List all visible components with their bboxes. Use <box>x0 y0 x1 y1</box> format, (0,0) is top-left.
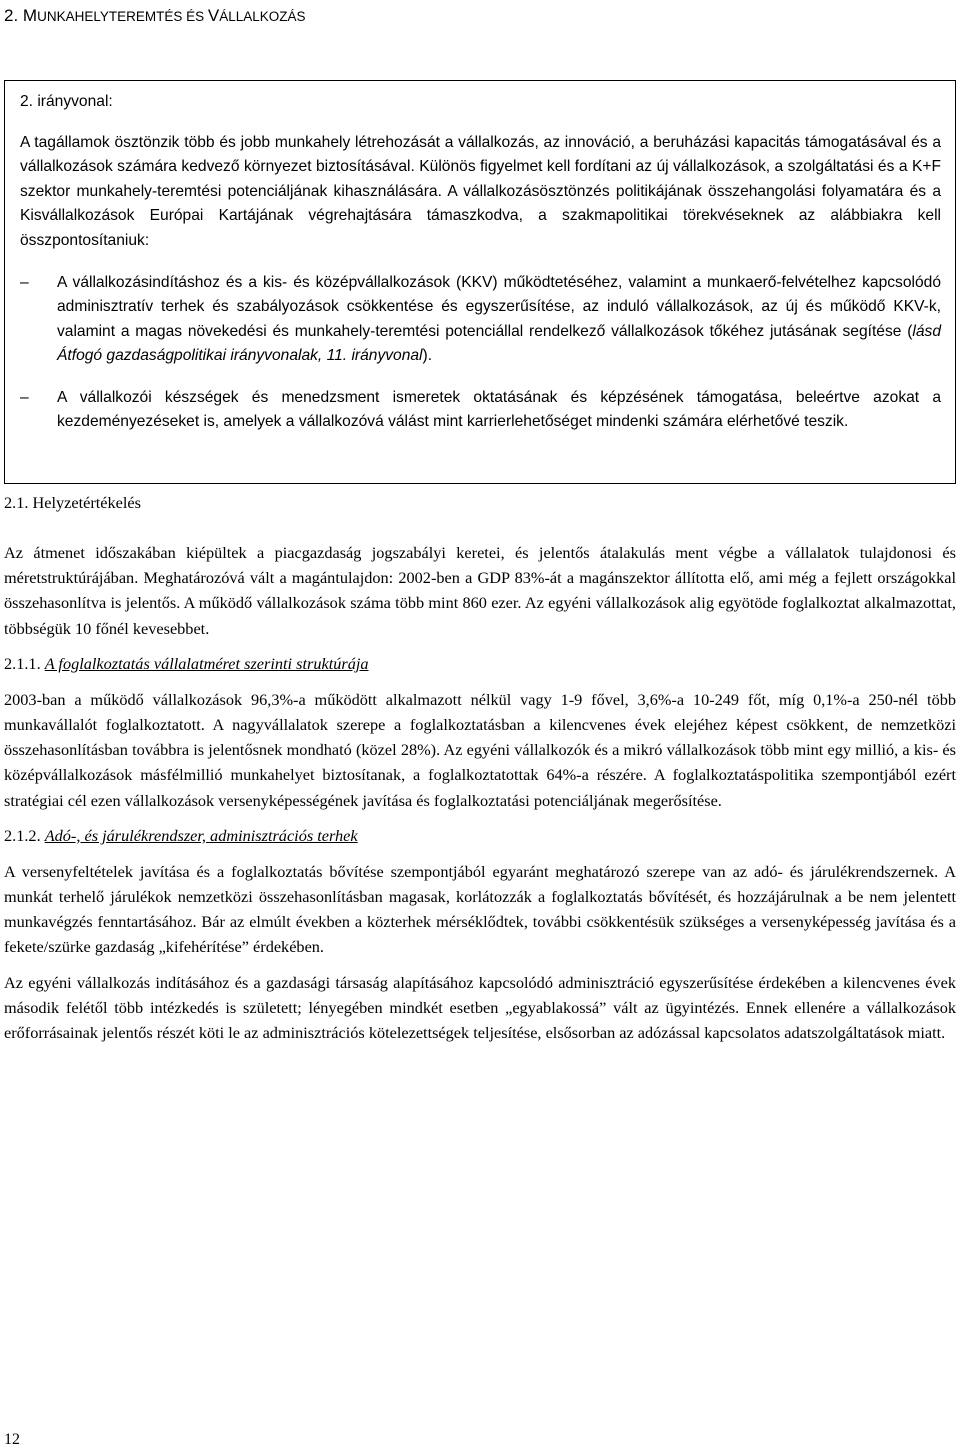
guideline-item-reference: lásd Átfogó gazdaságpolitikai irányvonalak, 11. irányvonal <box>57 322 941 365</box>
dash-bullet: – <box>20 388 29 406</box>
chapter-title-rest-2: ÁLLALKOZÁS <box>219 9 306 24</box>
paragraph: 2003-ban a működő vállalkozások 96,3%-a működött alkalmazott nélkül vagy 1-9 fővel, 3,6%-a 10-249 főt, míg 0,1%-a 250-nél több munkavállalót foglalkoztatott. A nagyvállalatok szerepe a foglalkoztatásban a kilencvenes évek elejéhez képest csökkent, de nemzetközi összehasonlításban továbbra is jelentősnek mondható (közel 28%). Az egyéni vállalkozók és a mikró vállalkozások több mint egy millió, a kis- és középvállalkozások másfélmillió munkahelyet biztosítanak, a foglalkoztatottak 64%-a részére. A foglalkoztatáspolitika szempontjából ezért stratégiai cél ezen vállalkozások versenyképességének javítása és foglalkoztatási potenciáljának megerősítése. <box>4 689 956 810</box>
chapter-title-initial-1: M <box>22 6 38 25</box>
guideline-item-end: ). <box>422 347 433 365</box>
guideline-list <box>20 271 941 434</box>
page-number: 12 <box>4 1431 20 1448</box>
guideline-box <box>4 80 956 484</box>
section-heading-2-1: 2.1. Helyzetértékelés <box>4 493 141 512</box>
guideline-intro: A tagállamok ösztönzik több és jobb munkahely létrehozását a vállalkozás, az innováció, a beruházási kapacitás támogatásával és a vállalkozások számára kedvező környezet biztosításával. Különös figyelmet kell fordítani az új vállalkozások, a szolgáltatási és a K+F szektor munkahely-teremtési potenciáljának kihasználására. A vállalkozásösztönzés politikájának összehangolási folyamatára és a Kisvállalkozások Európai Kartájának végrehajtására támaszkodva, a szakmapolitikai törekvéseknek az alábbiakra kell összpontosítaniuk: <box>20 134 941 249</box>
subsection-title: Adó-, és járulékrendszer, adminisztrációs terhek <box>44 825 358 845</box>
guideline-heading: 2. irányvonal: <box>20 93 113 110</box>
chapter-title <box>4 6 306 27</box>
chapter-number: 2. <box>4 6 23 25</box>
guideline-list-item <box>20 386 941 435</box>
subsection-number: 2.1.2. <box>4 825 45 845</box>
guideline-item-text: A vállalkozói készségek és menedzsment ismeretek oktatásának és képzésének támogatása, beleértve azokat a kezdeményezéseket is, amelyek a vállalkozóvá válást mint karrierlehetőséget mindenki számára elérhetővé teszik. <box>57 388 941 431</box>
guideline-item-text: A vállalkozásindításhoz és a kis- és középvállalkozások (KKV) működtetéséhez, valamint a munkaerő-felvételhez kapcsolódó adminisztratív terhek és szabályozások csökkentése és egyszerűsítése, az induló vállalkozások, az új és működő KKV-k, valamint a magas növekedési és munkahely-teremtési potenciállal rendelkező vállalkozások tőkéhez jutásának segítése ( <box>57 274 941 340</box>
subsection-heading-2-1-1 <box>4 651 956 677</box>
subsection-heading-2-1-2 <box>4 823 956 849</box>
guideline-list-item <box>20 271 941 369</box>
dash-bullet: – <box>20 274 29 292</box>
subsection-title: A foglalkoztatás vállalatméret szerinti struktúrája <box>44 653 369 673</box>
paragraph: Az egyéni vállalkozás indításához és a gazdasági társaság alapításához kapcsolódó adminisztráció egyszerűsítése érdekében a kilencvenes évek második felétől több intézkedés is született; lényegében mindkét esetben „egyablakossá” vált az ügyintézés. Ennek ellenére a vállalkozások erőforrásainak jelentős részét köti le az adminisztrációs kötelezettségek teljesítése, elsősorban az adózással kapcsolatos adatszolgáltatások miatt. <box>4 972 956 1043</box>
chapter-title-initial-2: V <box>207 6 220 25</box>
main-body <box>4 490 956 1055</box>
chapter-title-rest-1: UNKAHELYTEREMTÉS ÉS <box>37 9 208 24</box>
paragraph: A versenyfeltételek javítása és a foglalkoztatás bővítése szempontjából egyaránt meghatározó szerepe van az adó- és járulékrendszernek. A munkát terhelő járulékok nemzetközi összehasonlításban magasak, korlátozzák a foglalkoztatás bővítését, és hozzájárulnak a be nem jelentett munkavégzés fenntartásához. Bár az elmúlt években a közterhek mérséklődtek, további csökkentésük szükséges a versenyképesség javítása és a fekete/szürke gazdaság „kifehérítése” érdekében. <box>4 861 956 957</box>
paragraph: Az átmenet időszakában kiépültek a piacgazdaság jogszabályi keretei, és jelentős átalakulás ment végbe a vállalatok tulajdonosi és méretstruktúrájában. Meghatározóvá vált a magántulajdon: 2002-ben a GDP 83%-át a magánszektor állította elő, ami még a fejlett országokkal összehasonlítva is jelentős. A működő vállalkozások száma több mint 860 ezer. Az egyéni vállalkozások alig egyötöde foglalkoztat alkalmazottat, többségük 10 főnél kevesebbet. <box>4 543 956 638</box>
subsection-number: 2.1.1. <box>4 653 45 673</box>
